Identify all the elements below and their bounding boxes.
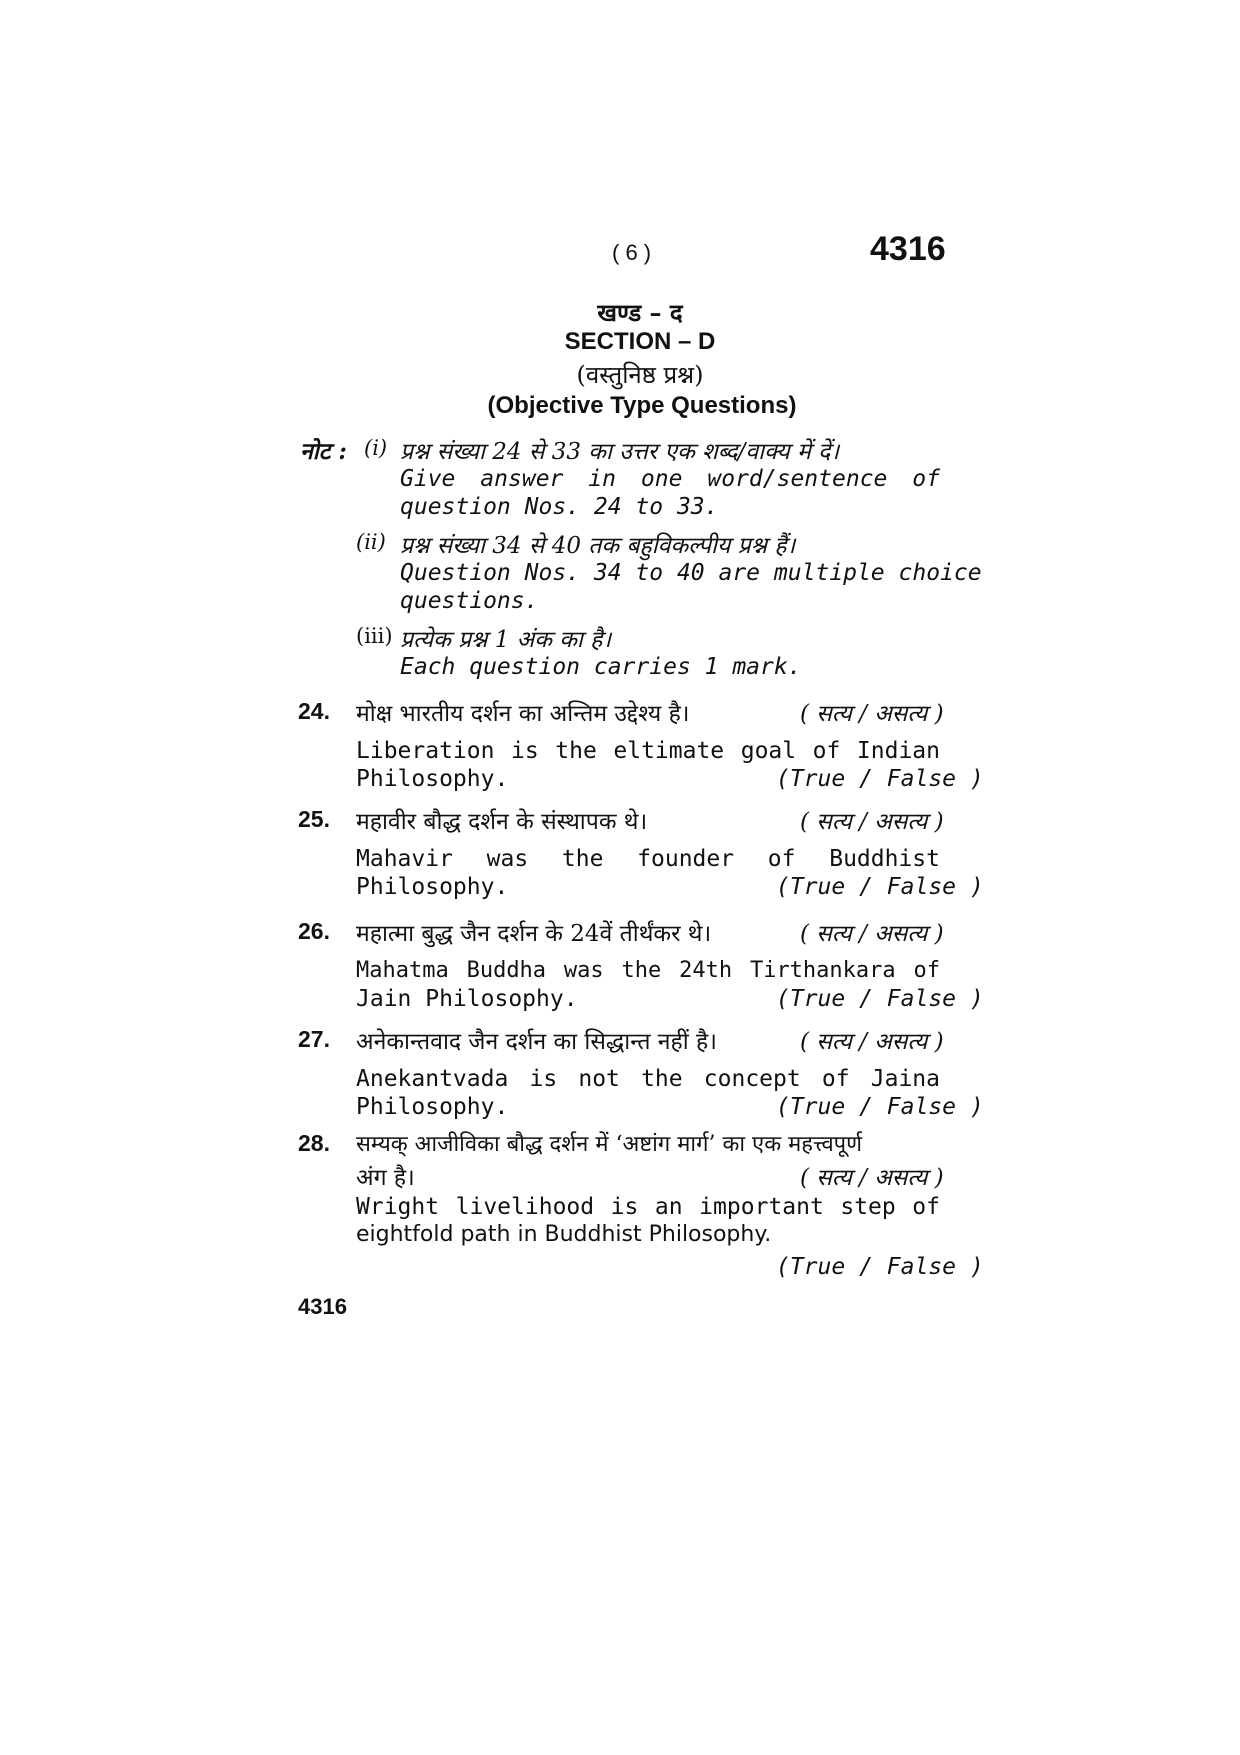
- note-label: नोट :: [300, 438, 347, 465]
- question-25-english-line-1: Mahavir was the founder of Buddhist: [356, 846, 940, 872]
- question-26-english-line-1: Mahatma Buddha was the 24th Tirthankara of: [356, 958, 940, 983]
- question-27-number: 27.: [298, 1026, 330, 1052]
- section-hindi-title: खण्ड – द: [597, 298, 683, 327]
- question-27-hindi: अनेकान्तवाद जैन दर्शन का सिद्धान्त नहीं है।: [356, 1029, 717, 1055]
- question-24-english-line-2: Philosophy.: [356, 766, 509, 792]
- question-26-number: 26.: [298, 918, 330, 944]
- note-item-2-english-line-2: questions.: [400, 588, 539, 614]
- question-25-number: 25.: [298, 806, 330, 832]
- note-item-3-number: (iii): [356, 624, 393, 648]
- question-24-english-line-1: Liberation is the eltimate goal of Indian: [356, 738, 940, 764]
- question-26-choice-english: (True / False ): [776, 986, 984, 1012]
- question-24-number: 24.: [298, 698, 330, 724]
- question-24-hindi: मोक्ष भारतीय दर्शन का अन्तिम उद्देश्य है।: [356, 701, 690, 727]
- paper-code: 4316: [870, 230, 946, 268]
- question-25-choice-english: (True / False ): [776, 874, 984, 900]
- note-item-3-english: Each question carries 1 mark.: [400, 654, 802, 680]
- question-28-choice-hindi: ( सत्य / असत्य ): [800, 1165, 944, 1191]
- question-25-hindi: महावीर बौद्ध दर्शन के संस्थापक थे।: [356, 809, 648, 835]
- question-28-choice-english: (True / False ): [776, 1254, 984, 1280]
- section-title: SECTION – D: [564, 328, 716, 355]
- note-item-2-hindi: प्रश्न संख्या 34 से 40 तक बहुविकल्पीय प्रश्न हैं।: [400, 533, 796, 559]
- question-25-choice-hindi: ( सत्य / असत्य ): [800, 809, 944, 835]
- question-27-english-line-2: Philosophy.: [356, 1094, 509, 1120]
- question-25-english-line-2: Philosophy.: [356, 874, 509, 900]
- question-28-number: 28.: [298, 1130, 330, 1156]
- note-item-1-english-line-2: question Nos. 24 to 33.: [400, 494, 719, 520]
- question-27-choice-hindi: ( सत्य / असत्य ): [800, 1029, 944, 1055]
- question-27-choice-english: (True / False ): [776, 1094, 984, 1120]
- question-28-hindi-line-1: सम्यक् आजीविका बौद्ध दर्शन में ‘अष्टांग मार्ग’ का एक महत्त्वपूर्ण: [356, 1132, 863, 1157]
- question-28-english-line-1: Wright livelihood is an important step of: [356, 1194, 940, 1220]
- question-27-english-line-1: Anekantvada is not the concept of Jaina: [356, 1066, 940, 1092]
- note-item-1-english-line-1: Give answer in one word/sentence of: [400, 466, 940, 492]
- note-item-1-number: (i): [364, 436, 388, 460]
- question-26-choice-hindi: ( सत्य / असत्य ): [800, 921, 944, 947]
- note-item-2-english-line-1: Question Nos. 34 to 40 are multiple choice: [400, 560, 982, 586]
- question-24-choice-english: (True / False ): [776, 766, 984, 792]
- question-24-choice-hindi: ( सत्य / असत्य ): [800, 701, 944, 727]
- section-hindi-subtitle: (वस्तुनिष्ठ प्रश्न): [576, 361, 704, 389]
- note-item-1-hindi: प्रश्न संख्या 24 से 33 का उत्तर एक शब्द/वाक्य में दें।: [400, 439, 840, 465]
- page-number: ( 6 ): [612, 240, 652, 265]
- note-item-2-number: (ii): [356, 530, 386, 554]
- question-28-english-line-2: eightfold path in Buddhist Philosophy.: [356, 1222, 772, 1247]
- footer-paper-code: 4316: [298, 1294, 347, 1319]
- question-26-english-line-2: Jain Philosophy.: [356, 986, 578, 1012]
- question-26-hindi: महात्मा बुद्ध जैन दर्शन के 24वें तीर्थंकर थे।: [356, 921, 712, 947]
- question-28-hindi-line-2: अंग है।: [356, 1165, 415, 1191]
- note-item-3-hindi: प्रत्येक प्रश्न 1 अंक का है।: [400, 627, 612, 653]
- section-subtitle: (Objective Type Questions): [487, 392, 797, 419]
